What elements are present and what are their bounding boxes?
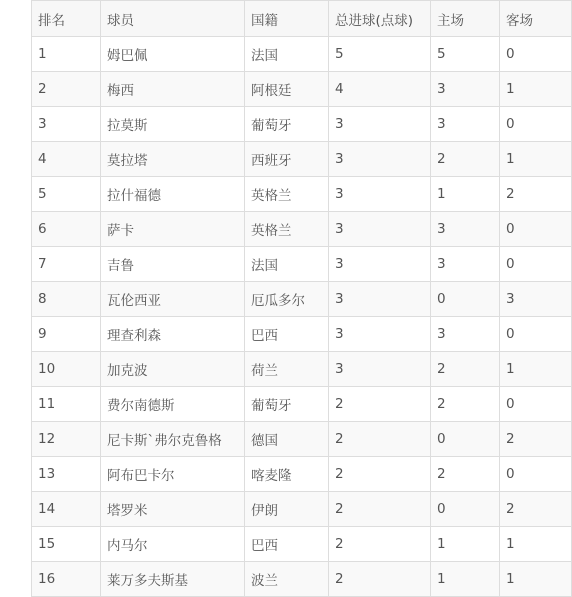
cell-nation: 英格兰 <box>245 177 329 212</box>
table-row <box>32 177 572 212</box>
cell-away: 0 <box>500 212 572 247</box>
table-header-row <box>32 1 572 37</box>
cell-nation: 巴西 <box>245 317 329 352</box>
table-body <box>32 37 572 597</box>
cell-goals: 2 <box>329 492 431 527</box>
cell-player: 尼卡斯`弗尔克鲁格 <box>101 422 245 457</box>
cell-home: 0 <box>431 492 500 527</box>
cell-rank: 7 <box>32 247 101 282</box>
cell-goals: 2 <box>329 387 431 422</box>
cell-goals: 3 <box>329 247 431 282</box>
cell-rank: 3 <box>32 107 101 142</box>
cell-nation: 伊朗 <box>245 492 329 527</box>
cell-home: 3 <box>431 247 500 282</box>
cell-home: 3 <box>431 72 500 107</box>
cell-player: 费尔南德斯 <box>101 387 245 422</box>
cell-home: 3 <box>431 317 500 352</box>
table-row <box>32 562 572 597</box>
cell-nation: 巴西 <box>245 527 329 562</box>
cell-goals: 3 <box>329 107 431 142</box>
cell-player: 理查利森 <box>101 317 245 352</box>
cell-away: 1 <box>500 562 572 597</box>
cell-rank: 15 <box>32 527 101 562</box>
cell-nation: 荷兰 <box>245 352 329 387</box>
cell-goals: 3 <box>329 177 431 212</box>
header-goals: 总进球(点球) <box>329 1 431 37</box>
cell-player: 莱万多夫斯基 <box>101 562 245 597</box>
cell-rank: 1 <box>32 37 101 72</box>
cell-nation: 波兰 <box>245 562 329 597</box>
cell-home: 1 <box>431 562 500 597</box>
cell-home: 2 <box>431 457 500 492</box>
cell-player: 萨卡 <box>101 212 245 247</box>
table-row <box>32 247 572 282</box>
cell-goals: 3 <box>329 142 431 177</box>
cell-rank: 13 <box>32 457 101 492</box>
cell-nation: 德国 <box>245 422 329 457</box>
cell-rank: 8 <box>32 282 101 317</box>
cell-goals: 5 <box>329 37 431 72</box>
cell-away: 0 <box>500 37 572 72</box>
table-row <box>32 387 572 422</box>
cell-away: 2 <box>500 422 572 457</box>
cell-nation: 英格兰 <box>245 212 329 247</box>
table-row <box>32 317 572 352</box>
cell-away: 1 <box>500 72 572 107</box>
cell-away: 0 <box>500 107 572 142</box>
cell-player: 梅西 <box>101 72 245 107</box>
cell-rank: 10 <box>32 352 101 387</box>
cell-nation: 葡萄牙 <box>245 387 329 422</box>
cell-goals: 3 <box>329 352 431 387</box>
cell-rank: 11 <box>32 387 101 422</box>
table-row <box>32 282 572 317</box>
table-row <box>32 142 572 177</box>
header-home: 主场 <box>431 1 500 37</box>
cell-goals: 4 <box>329 72 431 107</box>
table-row <box>32 492 572 527</box>
cell-home: 0 <box>431 282 500 317</box>
cell-nation: 厄瓜多尔 <box>245 282 329 317</box>
header-away: 客场 <box>500 1 572 37</box>
cell-goals: 2 <box>329 422 431 457</box>
table-row <box>32 212 572 247</box>
cell-nation: 西班牙 <box>245 142 329 177</box>
table-row <box>32 527 572 562</box>
cell-rank: 9 <box>32 317 101 352</box>
table-row <box>32 37 572 72</box>
header-player: 球员 <box>101 1 245 37</box>
table-row <box>32 107 572 142</box>
cell-player: 阿布巴卡尔 <box>101 457 245 492</box>
header-nation: 国籍 <box>245 1 329 37</box>
cell-player: 拉莫斯 <box>101 107 245 142</box>
cell-player: 吉鲁 <box>101 247 245 282</box>
cell-rank: 6 <box>32 212 101 247</box>
cell-rank: 2 <box>32 72 101 107</box>
cell-nation: 葡萄牙 <box>245 107 329 142</box>
cell-nation: 阿根廷 <box>245 72 329 107</box>
top-scorers-table <box>31 0 572 597</box>
cell-nation: 法国 <box>245 247 329 282</box>
cell-player: 塔罗米 <box>101 492 245 527</box>
cell-home: 3 <box>431 107 500 142</box>
cell-home: 1 <box>431 527 500 562</box>
cell-home: 2 <box>431 387 500 422</box>
cell-rank: 16 <box>32 562 101 597</box>
cell-rank: 12 <box>32 422 101 457</box>
table-row <box>32 422 572 457</box>
cell-goals: 2 <box>329 562 431 597</box>
cell-player: 加克波 <box>101 352 245 387</box>
table-row <box>32 72 572 107</box>
cell-away: 2 <box>500 177 572 212</box>
cell-away: 1 <box>500 142 572 177</box>
cell-goals: 3 <box>329 282 431 317</box>
cell-nation: 法国 <box>245 37 329 72</box>
cell-rank: 4 <box>32 142 101 177</box>
header-rank: 排名 <box>32 1 101 37</box>
table-row <box>32 457 572 492</box>
cell-away: 0 <box>500 387 572 422</box>
cell-home: 5 <box>431 37 500 72</box>
cell-rank: 5 <box>32 177 101 212</box>
table-row <box>32 352 572 387</box>
cell-player: 姆巴佩 <box>101 37 245 72</box>
cell-home: 3 <box>431 212 500 247</box>
cell-rank: 14 <box>32 492 101 527</box>
cell-away: 1 <box>500 527 572 562</box>
cell-away: 0 <box>500 457 572 492</box>
cell-away: 3 <box>500 282 572 317</box>
cell-home: 1 <box>431 177 500 212</box>
cell-goals: 2 <box>329 457 431 492</box>
cell-goals: 3 <box>329 212 431 247</box>
cell-away: 1 <box>500 352 572 387</box>
cell-player: 拉什福德 <box>101 177 245 212</box>
cell-away: 2 <box>500 492 572 527</box>
cell-goals: 3 <box>329 317 431 352</box>
cell-nation: 喀麦隆 <box>245 457 329 492</box>
cell-player: 内马尔 <box>101 527 245 562</box>
cell-away: 0 <box>500 317 572 352</box>
cell-player: 莫拉塔 <box>101 142 245 177</box>
cell-home: 0 <box>431 422 500 457</box>
cell-player: 瓦伦西亚 <box>101 282 245 317</box>
cell-away: 0 <box>500 247 572 282</box>
cell-home: 2 <box>431 142 500 177</box>
cell-home: 2 <box>431 352 500 387</box>
cell-goals: 2 <box>329 527 431 562</box>
